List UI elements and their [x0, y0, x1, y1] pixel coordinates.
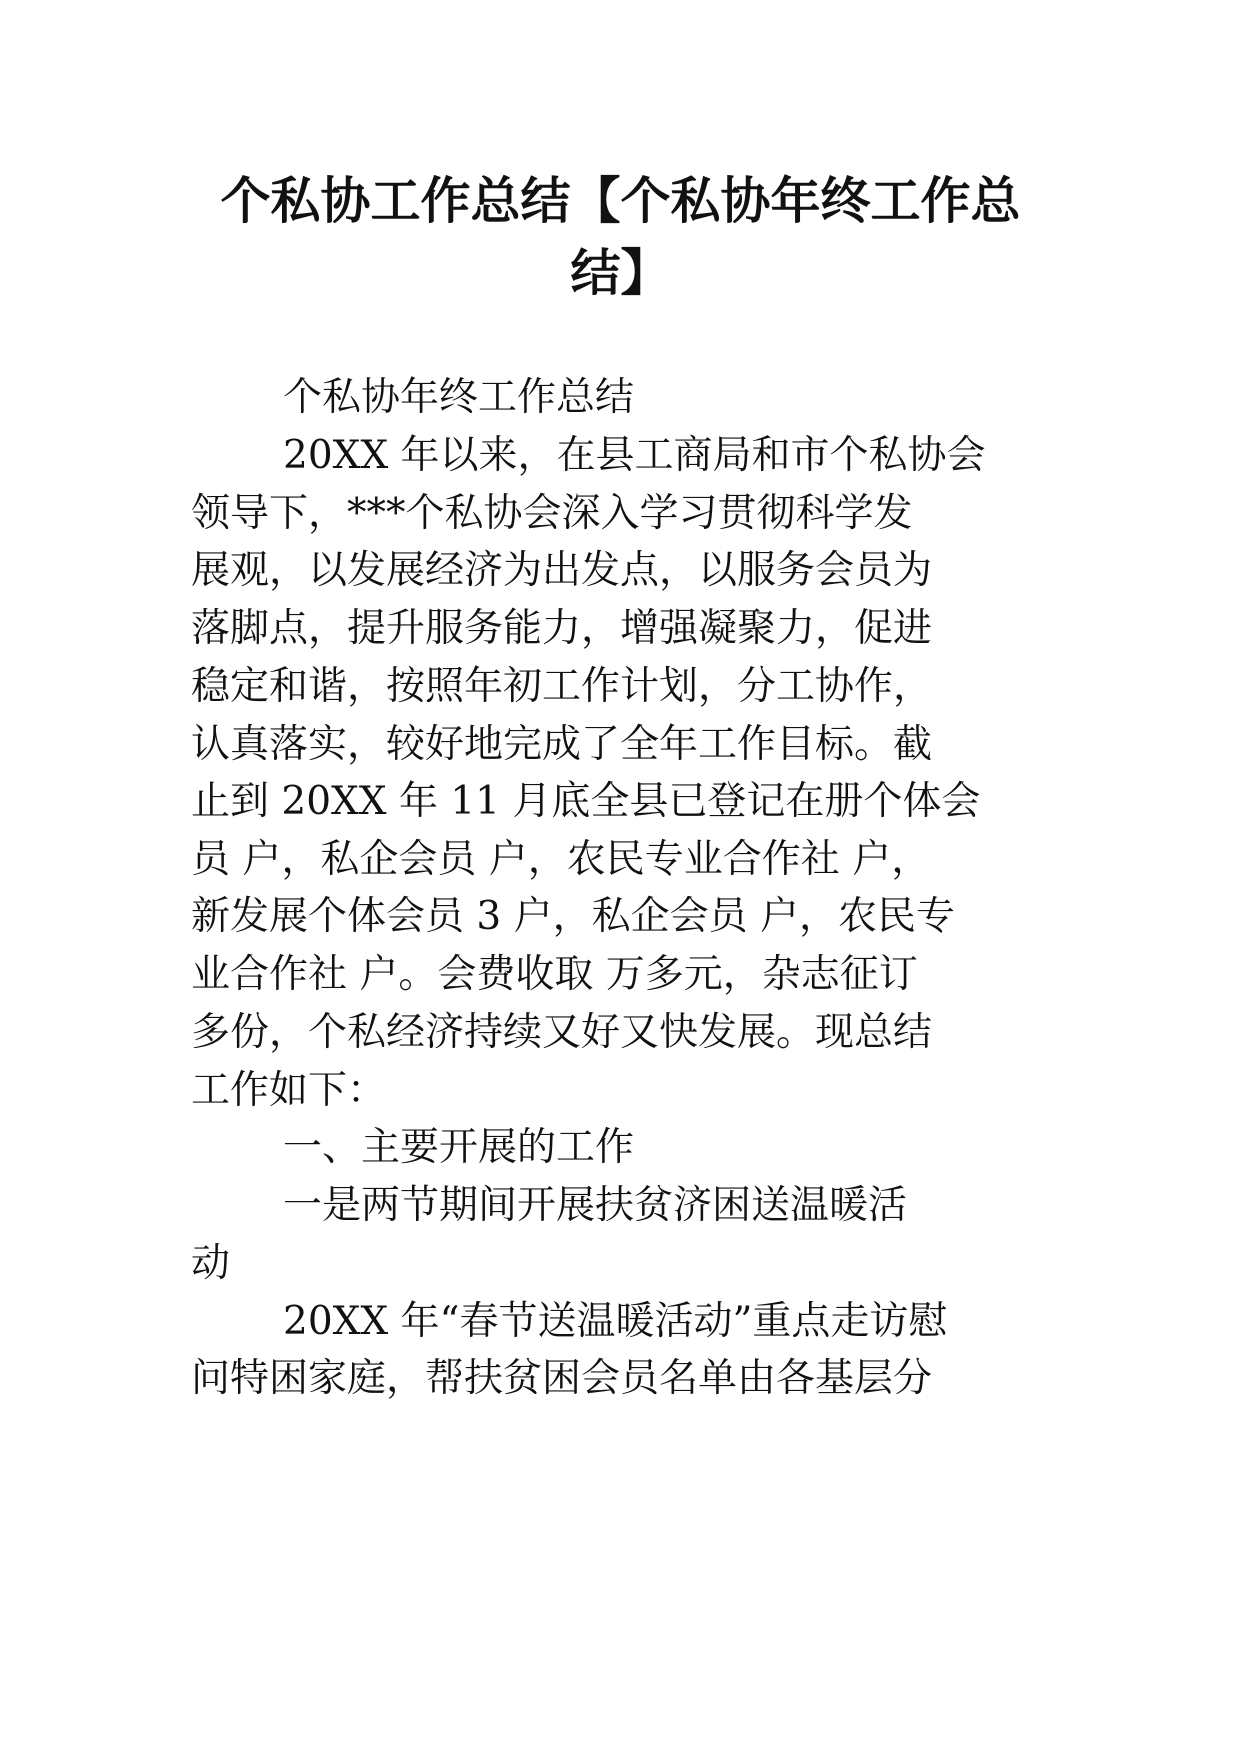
paragraph-line: 落脚点，提升服务能力，增强凝聚力，促进 [191, 606, 933, 651]
document-title-line-2: 结】 [570, 244, 671, 302]
paragraph-line: 问特困家庭，帮扶贫困会员名单由各基层分 [191, 1356, 933, 1401]
paragraph-line: 20XX 年以来，在县工商局和市个私协会 [283, 433, 986, 478]
paragraph-line: 一是两节期间开展扶贫济困送温暖活 [283, 1183, 908, 1228]
subtitle-line: 个私协年终工作总结 [283, 375, 635, 420]
paragraph-line: 工作如下： [191, 1068, 387, 1113]
paragraph-line: 止到 20XX 年 11 月底全县已登记在册个体会 [191, 779, 981, 824]
paragraph-line: 新发展个体会员 3 户，私企会员 户，农民专 [191, 894, 956, 939]
paragraph-line: 领导下，***个私协会深入学习贯彻科学发 [191, 491, 913, 536]
paragraph-line: 稳定和谐，按照年初工作计划，分工协作， [191, 664, 933, 709]
document-title-line-1: 个私协工作总结【个私协年终工作总 [220, 172, 1021, 230]
paragraph-line: 动 [191, 1241, 231, 1286]
section-heading: 一、主要开展的工作 [283, 1125, 635, 1170]
paragraph-line: 多份，个私经济持续又好又快发展。现总结 [191, 1010, 933, 1055]
paragraph-line: 展观，以发展经济为出发点，以服务会员为 [191, 548, 933, 593]
paragraph-line: 业合作社 户。会费收取 万多元，杂志征订 [191, 952, 918, 997]
paragraph-line: 员 户，私企会员 户，农民专业合作社 户， [191, 837, 931, 882]
paragraph-line: 20XX 年“春节送温暖活动”重点走访慰 [283, 1299, 948, 1344]
paragraph-line: 认真落实，较好地完成了全年工作目标。截 [191, 722, 933, 767]
